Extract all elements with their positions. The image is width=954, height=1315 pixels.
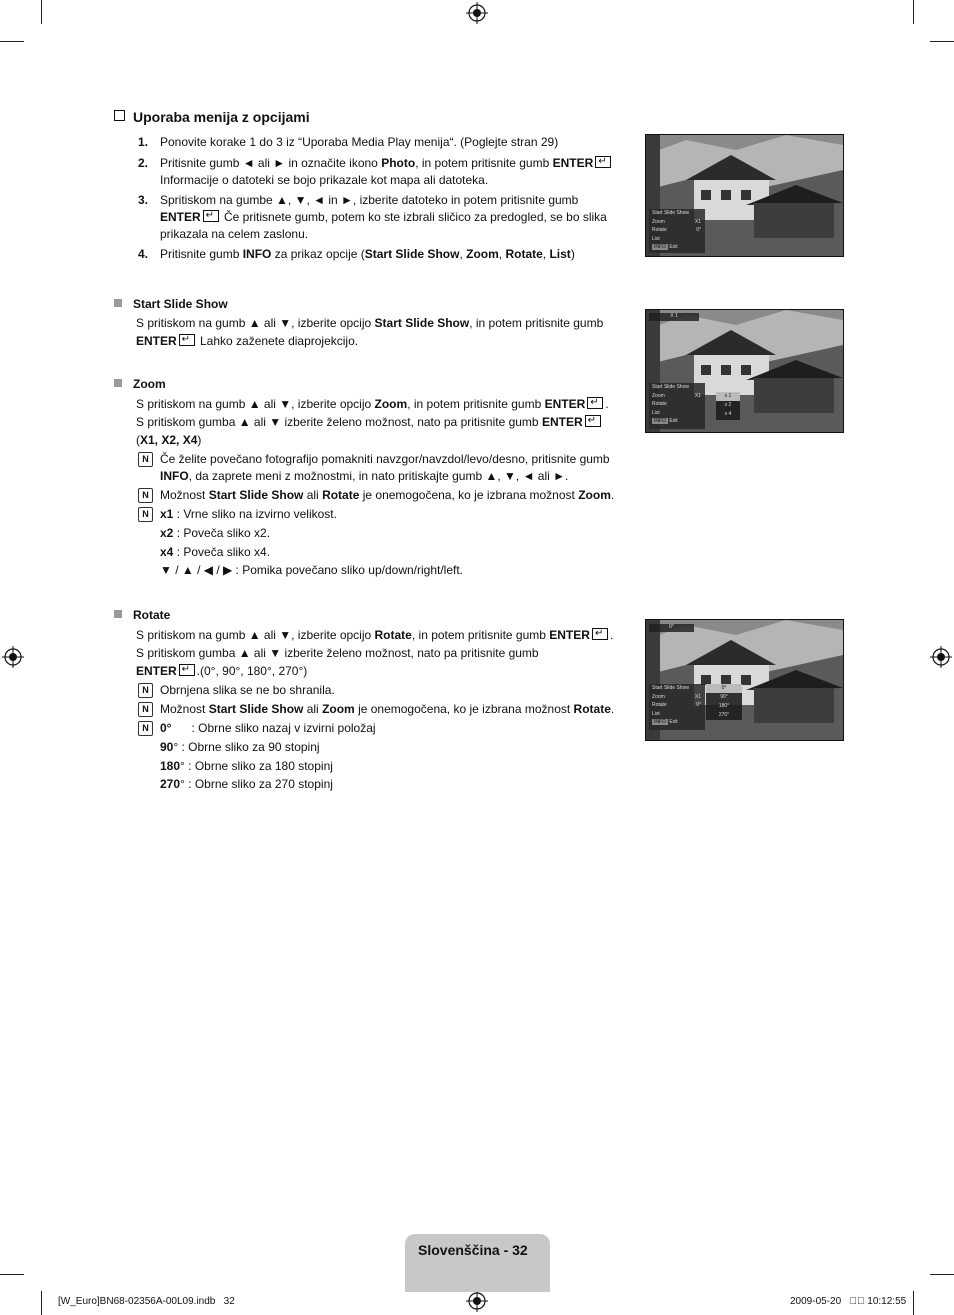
footer-file: [W_Euro]BN68-02356A-00L09.indb 32 — [58, 1296, 235, 1307]
start-slide-heading: Start Slide Show — [114, 297, 228, 311]
page-number-badge: Slovenščina - 32 — [405, 1234, 550, 1292]
crop-mark — [41, 0, 42, 24]
enter-icon — [595, 156, 611, 168]
note-icon: N — [138, 488, 153, 503]
registration-mark-icon — [930, 646, 952, 668]
rotate-indicator: 0° — [649, 624, 694, 632]
step-3: 3. Spritiskom na gumbe ▲, ▼, ◄ in ►, izberite datoteko in potem pritisnite gumb ENTER↵ Če pritisnete gumb, potem ko ste izbrali sličico za predogled, se bo slika prikazala na celem zaslonu. — [138, 192, 618, 243]
zoom-text: S pritiskom na gumb ▲ ali ▼, izberite opcijo Zoom, in potem pritisnite gumb ENTER↵ . S pritiskom gumba ▲ ali ▼ izberite želeno možnost, nato pa pritisnite gumb ENTER↵ (X1, X2, X4) — [136, 395, 631, 449]
note-icon: N — [138, 702, 153, 717]
footer-date: 2009-05-20 ￿￿ 10:12:55 — [790, 1296, 907, 1307]
checkbox-icon — [114, 110, 125, 121]
zoom-note-3: N x1 : Vrne sliko na izvirno velikost. — [138, 506, 628, 523]
rotate-270: 270° : Obrne sliko za 270 stopinj — [160, 777, 333, 791]
note-icon: N — [138, 507, 153, 522]
zoom-heading: Zoom — [114, 377, 166, 391]
crop-mark — [0, 1274, 24, 1275]
note-icon: N — [138, 683, 153, 698]
zoom-x2: x2 : Poveča sliko x2. — [160, 526, 271, 540]
registration-mark-icon — [466, 1290, 488, 1312]
options-menu: Start Slide Show Zoom X1 Rotate List INFO Exit — [649, 383, 705, 429]
step-2: 2. Pritisnite gumb ◄ ali ► in označite ikono Photo, in potem pritisnite gumb ENTER↵ Informacije o datoteki se bojo prikazale kot mapa ali datoteka. — [138, 155, 618, 189]
screenshot-rotate — [645, 619, 844, 741]
options-menu: Start Slide Show Zoom X1 Rotate 0° List INFO Exit — [649, 209, 705, 253]
start-slide-text: S pritiskom na gumb ▲ ali ▼, izberite opcijo Start Slide Show, in potem pritisnite gumb ENTER↵ Lahko zaženete diaprojekcijo. — [136, 314, 631, 350]
rotate-submenu: 0° 90° 180° 270° — [706, 684, 742, 720]
section-title: Uporaba menija z opcijami — [114, 109, 310, 125]
rotate-note-2: N Možnost Start Slide Show ali Zoom je onemogočena, ko je izbrana možnost Rotate. — [138, 701, 628, 718]
note-icon: N — [138, 721, 153, 736]
rotate-note-1: N Obrnjena slika se ne bo shranila. — [138, 682, 628, 699]
screenshot-zoom — [645, 309, 844, 433]
zoom-arrows: ▼ / ▲ / ◀ / ▶ : Pomika povečano sliko up/down/right/left. — [160, 563, 464, 577]
registration-mark-icon — [2, 646, 24, 668]
step-4: 4. Pritisnite gumb INFO za prikaz opcije (Start Slide Show, Zoom, Rotate, List) — [138, 247, 575, 261]
enter-icon — [179, 664, 195, 676]
enter-icon — [203, 210, 219, 222]
zoom-submenu: x 1 x 2 x 4 — [716, 392, 740, 420]
crop-mark — [41, 1291, 42, 1315]
note-icon: N — [138, 452, 153, 467]
enter-icon — [592, 628, 608, 640]
crop-mark — [930, 41, 954, 42]
zoom-x4: x4 : Poveča sliko x4. — [160, 545, 271, 559]
enter-icon — [585, 415, 601, 427]
zoom-indicator: X 1 — [649, 313, 699, 321]
screenshot-info-menu — [645, 134, 844, 257]
crop-mark — [913, 1291, 914, 1315]
zoom-note-1: N Če želite povečano fotografijo pomakniti navzgor/navzdol/levo/desno, pritisnite gumb INFO, da zaprete meni z možnostmi, in nato pritiskajte gumb ▲, ▼, ◄ ali ►. — [138, 451, 628, 485]
rotate-text: S pritiskom na gumb ▲ ali ▼, izberite opcijo Rotate, in potem pritisnite gumb ENTER↵ . S pritiskom gumba ▲ ali ▼ izberite želeno možnost, nato pa pritisnite gumb ENTER↵ .(0°, 90°, 180°, 270°) — [136, 626, 631, 680]
crop-mark — [0, 41, 24, 42]
crop-mark — [930, 1274, 954, 1275]
crop-mark — [913, 0, 914, 24]
rotate-note-3: N 0° : Obrne sliko nazaj v izvirni položaj — [138, 720, 628, 737]
enter-icon — [587, 397, 603, 409]
step-1: 1. Ponovite korake 1 do 3 iz “Uporaba Media Play menija“. (Poglejte stran 29) — [138, 135, 559, 149]
enter-icon — [179, 334, 195, 346]
rotate-90: 90° : Obrne sliko za 90 stopinj — [160, 740, 320, 754]
rotate-180: 180° : Obrne sliko za 180 stopinj — [160, 759, 333, 773]
rotate-heading: Rotate — [114, 608, 170, 622]
zoom-note-2: N Možnost Start Slide Show ali Rotate je onemogočena, ko je izbrana možnost Zoom. — [138, 487, 628, 504]
options-menu: Start Slide Show Zoom X1 Rotate 0° List INFO Exit — [649, 684, 705, 730]
registration-mark-icon — [466, 2, 488, 24]
